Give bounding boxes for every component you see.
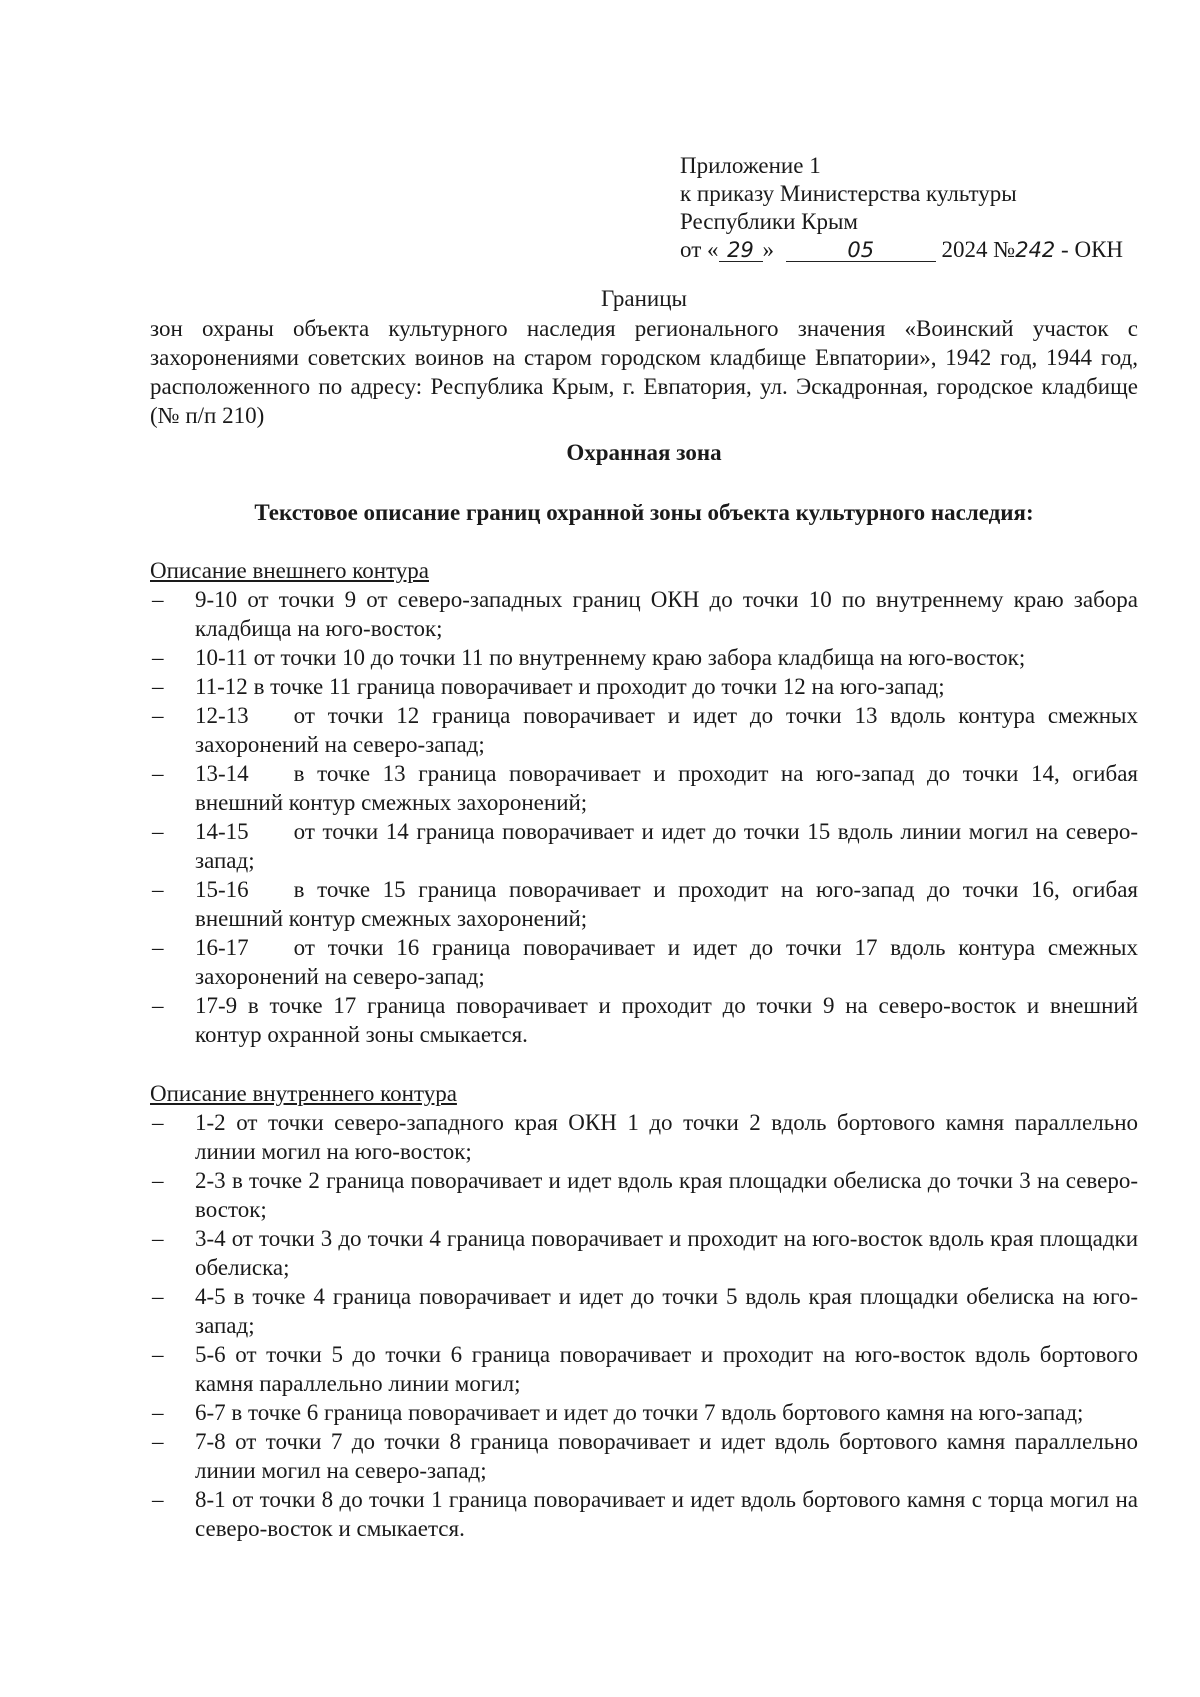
date-mid: » (762, 237, 774, 262)
bullet-dash: – (152, 1284, 164, 1309)
item-code: 10-11 (195, 645, 248, 670)
bullet-dash: – (152, 587, 164, 612)
appendix-header (680, 152, 1140, 264)
item-text: от точки 3 до точки 4 граница поворачивает и проходит на юго-восток вдоль края площадки обелиска; (195, 1226, 1139, 1280)
list-item (150, 875, 1138, 933)
bullet-dash: – (152, 935, 164, 960)
list-item (150, 1398, 1138, 1427)
intro-paragraph: зон охраны объекта культурного наследия регионального значения «Воинский участок с захоронениями советских воинов на старом городском кладбище Евпатории», 1942 год, 1944 год, расположенного по адресу: Республика Крым, г. Евпатория, ул. Эскадронная, городское кладбище (№ п/п 210) (150, 316, 1138, 428)
item-code: 7-8 (195, 1429, 226, 1454)
appendix-line-2: к приказу Министерства культуры (680, 181, 1017, 206)
item-code: 17-9 (195, 993, 238, 1018)
list-item (150, 1108, 1138, 1166)
list-item (150, 1427, 1138, 1485)
appendix-line-3: Республики Крым (680, 209, 858, 234)
date-month: 05 (786, 239, 936, 262)
item-text: от точки северо-западного края ОКН 1 до точки 2 вдоль бортового камня параллельно линии могил на юго-восток; (195, 1110, 1139, 1164)
item-text: от точки 14 граница поворачивает и идет до точки 15 вдоль линии могил на северо-запад; (195, 819, 1138, 873)
item-text: в точке 6 граница поворачивает и идет до точки 7 вдоль бортового камня на юго-запад; (231, 1400, 1084, 1425)
list-item (150, 701, 1138, 759)
bullet-dash: – (152, 761, 164, 786)
date-year-no: 2024 № (941, 237, 1016, 262)
bullet-dash: – (152, 877, 164, 902)
list-item (150, 933, 1138, 991)
item-text: от точки 5 до точки 6 граница поворачивает и проходит на юго-восток вдоль бортового камня параллельно линии могил; (195, 1342, 1139, 1396)
date-day: 29 (719, 239, 763, 262)
list-item (150, 1166, 1138, 1224)
item-code: 11-12 (195, 674, 248, 699)
order-number: 242 (1015, 238, 1056, 262)
list-item (150, 1224, 1138, 1282)
outer-contour-heading: Описание внешнего контура (150, 558, 429, 583)
item-text: от точки 12 граница поворачивает и идет до точки 13 вдоль контура смежных захоронений на северо-запад; (195, 703, 1138, 757)
order-suffix: - ОКН (1061, 237, 1124, 262)
bullet-dash: – (152, 703, 164, 728)
list-item (150, 672, 1138, 701)
item-text: в точке 4 граница поворачивает и идет до точки 5 вдоль края площадки обелиска на юго-запад; (195, 1284, 1139, 1338)
appendix-date-line (680, 236, 1140, 264)
item-text: в точке 11 граница поворачивает и проходит до точки 12 на юго-запад; (253, 674, 945, 699)
zone-title: Охранная зона (566, 440, 722, 465)
item-text: в точке 15 граница поворачивает и проходит на юго-запад до точки 16, огибая внешний контур смежных захоронений; (195, 877, 1138, 931)
bullet-dash: – (152, 1487, 164, 1512)
bullet-dash: – (152, 1168, 164, 1193)
description-subtitle: Текстовое описание границ охранной зоны объекта культурного наследия: (254, 500, 1034, 525)
outer-contour-list (150, 585, 1138, 1049)
inner-contour-heading: Описание внутреннего контура (150, 1081, 457, 1106)
item-code: 1-2 (195, 1110, 226, 1135)
item-code: 2-3 (195, 1168, 226, 1193)
item-text: от точки 8 до точки 1 граница поворачивает и идет вдоль бортового камня с торца могил на северо-восток и смыкается. (195, 1487, 1138, 1541)
item-code: 16-17 (195, 935, 249, 960)
appendix-line-1: Приложение 1 (680, 153, 821, 178)
list-item (150, 1340, 1138, 1398)
bullet-dash: – (152, 674, 164, 699)
bullet-dash: – (152, 819, 164, 844)
date-prefix: от « (680, 237, 719, 262)
list-item (150, 1485, 1138, 1543)
item-text: в точке 13 граница поворачивает и проходит на юго-запад до точки 14, огибая внешний контур смежных захоронений; (195, 761, 1138, 815)
list-item (150, 643, 1138, 672)
item-code: 6-7 (195, 1400, 226, 1425)
item-code: 4-5 (195, 1284, 226, 1309)
list-item (150, 817, 1138, 875)
item-text: в точке 2 граница поворачивает и идет вдоль края площадки обелиска до точки 3 на северо-восток; (195, 1168, 1139, 1222)
list-item (150, 585, 1138, 643)
item-text: от точки 16 граница поворачивает и идет до точки 17 вдоль контура смежных захоронений на северо-запад; (195, 935, 1138, 989)
bullet-dash: – (152, 993, 164, 1018)
bullet-dash: – (152, 1400, 164, 1425)
item-text: от точки 7 до точки 8 граница поворачивает и идет вдоль бортового камня параллельно линии могил на северо-запад; (195, 1429, 1139, 1483)
item-code: 12-13 (195, 703, 249, 728)
bullet-dash: – (152, 1110, 164, 1135)
item-code: 13-14 (195, 761, 249, 786)
item-text: от точки 10 до точки 11 по внутреннему краю забора кладбища на юго-восток; (253, 645, 1026, 670)
item-code: 5-6 (195, 1342, 226, 1367)
document-title: Границы (601, 286, 687, 311)
item-text: в точке 17 граница поворачивает и проходит до точки 9 на северо-восток и внешний контур охранной зоны смыкается. (195, 993, 1139, 1047)
item-text: от точки 9 от северо-западных границ ОКН до точки 10 по внутреннему краю забора кладбища на юго-восток; (195, 587, 1138, 641)
item-code: 9-10 (195, 587, 238, 612)
bullet-dash: – (152, 645, 164, 670)
list-item (150, 1282, 1138, 1340)
item-code: 15-16 (195, 877, 249, 902)
document-body (150, 284, 1138, 1543)
item-code: 3-4 (195, 1226, 226, 1251)
bullet-dash: – (152, 1226, 164, 1251)
bullet-dash: – (152, 1429, 164, 1454)
item-code: 14-15 (195, 819, 249, 844)
inner-contour-list (150, 1108, 1138, 1543)
list-item (150, 991, 1138, 1049)
item-code: 8-1 (195, 1487, 226, 1512)
list-item (150, 759, 1138, 817)
bullet-dash: – (152, 1342, 164, 1367)
